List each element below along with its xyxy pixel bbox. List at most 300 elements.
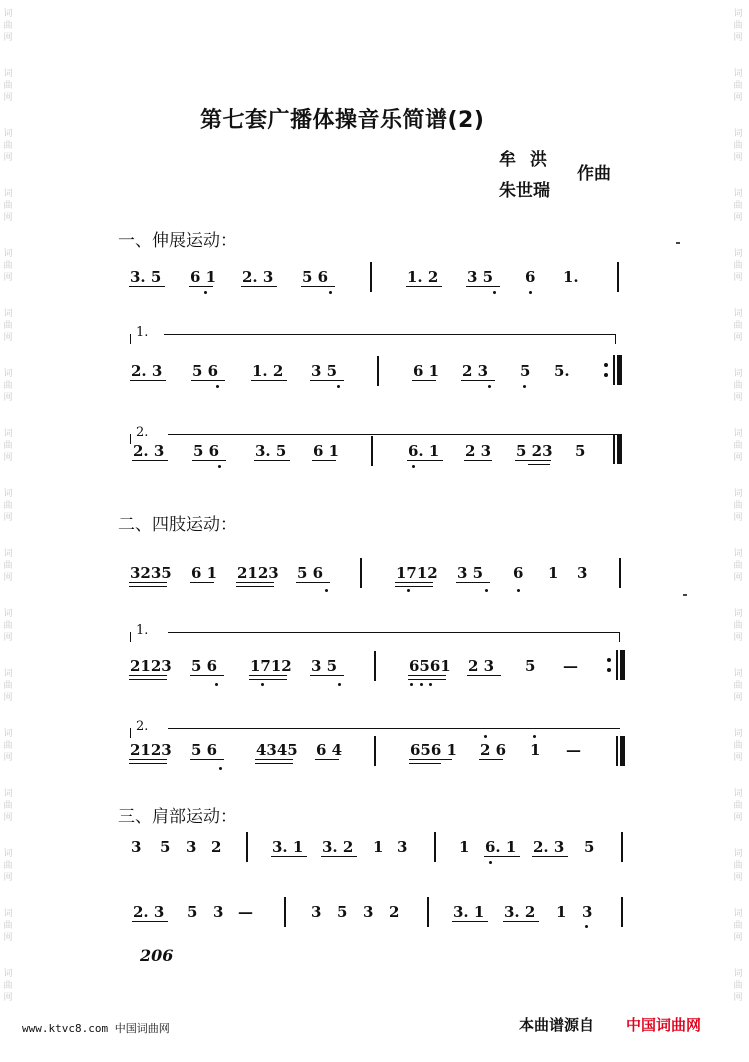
- watermark-char: 曲: [733, 501, 743, 511]
- volta-bracket: [168, 632, 620, 633]
- underline: [129, 675, 167, 676]
- note: —: [238, 903, 253, 921]
- note-group: 6: [513, 564, 524, 582]
- watermark-char: 词: [3, 969, 13, 979]
- underline: [132, 921, 168, 922]
- watermark-char: 曲: [733, 21, 743, 31]
- watermark-char: 网: [3, 393, 13, 403]
- low-dot: [485, 589, 488, 592]
- underline: [409, 763, 441, 764]
- note-group: 1712: [396, 564, 438, 582]
- watermark-char: 曲: [3, 441, 13, 451]
- low-dot: [420, 683, 423, 686]
- watermark-char: 网: [3, 993, 13, 1003]
- underline: [191, 380, 225, 381]
- watermark-char: 网: [733, 873, 743, 883]
- note-group: 2 3: [468, 657, 495, 675]
- watermark-char: 词: [3, 69, 13, 79]
- watermark-char: 词: [3, 669, 13, 679]
- note-group: 1.: [563, 268, 579, 286]
- note: 2: [389, 903, 400, 921]
- note-group: 5 23: [516, 442, 553, 460]
- section-label-shoulder: 三、肩部运动：: [118, 807, 237, 827]
- note-group: 6. 1: [485, 838, 517, 856]
- note-group: 3235: [130, 564, 172, 582]
- note-group: 6 4: [316, 741, 343, 759]
- repeat-dot: [604, 373, 608, 377]
- bar-line: [616, 736, 618, 766]
- watermark-char: 曲: [3, 621, 13, 631]
- watermark-char: 曲: [3, 21, 13, 31]
- volta-label-1: 1.: [136, 325, 149, 340]
- note-group: 3. 5: [130, 268, 162, 286]
- volta-bracket: [164, 334, 616, 335]
- bar-line: [284, 897, 286, 927]
- watermark-char: 网: [3, 153, 13, 163]
- note-group: 2. 3: [533, 838, 565, 856]
- repeat-dot: [607, 668, 611, 672]
- low-dot: [429, 683, 432, 686]
- note-group: 3. 1: [272, 838, 304, 856]
- bar-line: [427, 897, 429, 927]
- watermark-char: 词: [733, 369, 743, 379]
- bar-line: [246, 832, 248, 862]
- repeat-dot: [607, 658, 611, 662]
- watermark-char: 词: [3, 369, 13, 379]
- composer-name-2: 朱世瑞: [499, 181, 550, 201]
- note: 5: [187, 903, 198, 921]
- note-group: 5 6: [192, 362, 219, 380]
- watermark-char: 网: [733, 453, 743, 463]
- underline: [251, 380, 287, 381]
- note-group: 2. 3: [242, 268, 274, 286]
- watermark-char: 曲: [733, 321, 743, 331]
- note: 1: [459, 838, 470, 856]
- note-group: —: [566, 741, 581, 759]
- watermark-char: 词: [3, 249, 13, 259]
- watermark-char: 网: [733, 93, 743, 103]
- watermark-char: 曲: [733, 861, 743, 871]
- watermark-char: 网: [3, 813, 13, 823]
- note-group: 5 6: [193, 442, 220, 460]
- scan-speck: [676, 242, 680, 244]
- watermark-char: 网: [733, 153, 743, 163]
- note-group: 2. 3: [131, 362, 163, 380]
- watermark-char: 曲: [3, 381, 13, 391]
- note: 3: [131, 838, 142, 856]
- underline: [503, 921, 539, 922]
- volta-label-1: 1.: [136, 623, 149, 638]
- watermark-char: 词: [733, 309, 743, 319]
- note-group: 6 1: [413, 362, 440, 380]
- underline: [406, 286, 442, 287]
- bar-line: [621, 832, 623, 862]
- watermark-char: 网: [3, 33, 13, 43]
- watermark-char: 词: [3, 129, 13, 139]
- repeat-end-bar: [617, 355, 622, 385]
- watermark-char: 词: [3, 489, 13, 499]
- scan-speck: [683, 594, 687, 596]
- note-group: 3 5: [467, 268, 494, 286]
- bar-line: [619, 558, 621, 588]
- low-dot: [585, 925, 588, 928]
- note-group: 5: [525, 657, 536, 675]
- watermark-char: 曲: [3, 981, 13, 991]
- watermark-char: 词: [733, 189, 743, 199]
- watermark-char: 网: [3, 573, 13, 583]
- bar-line: [377, 356, 379, 386]
- watermark-char: 词: [3, 429, 13, 439]
- note: 5: [584, 838, 595, 856]
- low-dot: [529, 291, 532, 294]
- note-group: 1. 2: [407, 268, 439, 286]
- watermark-char: 曲: [733, 141, 743, 151]
- watermark-char: 词: [733, 969, 743, 979]
- note-group: 5 6: [191, 657, 218, 675]
- note-group: 3 5: [457, 564, 484, 582]
- watermark-char: 曲: [733, 381, 743, 391]
- repeat-end-bar: [620, 650, 625, 680]
- underline: [301, 286, 335, 287]
- low-dot: [410, 683, 413, 686]
- underline: [452, 921, 488, 922]
- low-dot: [219, 767, 222, 770]
- underline: [132, 460, 168, 461]
- note: 3: [582, 903, 593, 921]
- underline: [190, 582, 214, 583]
- watermark-char: 网: [733, 573, 743, 583]
- note-group: 4345: [256, 741, 298, 759]
- note-group: 1712: [250, 657, 292, 675]
- watermark-char: 词: [733, 429, 743, 439]
- watermark-char: 词: [733, 249, 743, 259]
- watermark-char: 词: [733, 669, 743, 679]
- note: 1: [556, 903, 567, 921]
- watermark-char: 网: [3, 693, 13, 703]
- watermark-char: 词: [3, 549, 13, 559]
- volta-label-2: 2.: [136, 425, 149, 440]
- note: 5: [337, 903, 348, 921]
- bar-line: [371, 436, 373, 466]
- watermark-char: 网: [733, 813, 743, 823]
- watermark-char: 词: [733, 549, 743, 559]
- note: 3: [186, 838, 197, 856]
- underline: [321, 856, 357, 857]
- watermark-char: 曲: [733, 621, 743, 631]
- underline: [315, 759, 339, 760]
- volta-bracket: [130, 434, 131, 444]
- volta-bracket: [168, 434, 618, 435]
- note-group: 5: [575, 442, 586, 460]
- note-group: 1: [548, 564, 559, 582]
- underline: [249, 675, 287, 676]
- underline: [129, 586, 167, 587]
- watermark-char: 曲: [3, 681, 13, 691]
- note-group: 2123: [237, 564, 279, 582]
- watermark-char: 网: [3, 933, 13, 943]
- note-group: 5 6: [302, 268, 329, 286]
- underline: [464, 460, 492, 461]
- bar-line: [617, 262, 619, 292]
- volta-bracket: [619, 632, 620, 642]
- note-group: 6 1: [313, 442, 340, 460]
- underline: [296, 582, 330, 583]
- watermark-char: 网: [3, 453, 13, 463]
- watermark-char: 曲: [733, 201, 743, 211]
- note-group: —: [563, 657, 578, 675]
- volta-bracket: [168, 728, 620, 729]
- bar-line: [374, 651, 376, 681]
- bar-line: [616, 650, 618, 680]
- watermark-char: 词: [3, 609, 13, 619]
- watermark-char: 曲: [3, 801, 13, 811]
- underline: [479, 759, 503, 760]
- high-dot: [533, 735, 536, 738]
- right-watermark-strip: [730, 0, 746, 1062]
- underline: [395, 586, 433, 587]
- underline: [255, 763, 293, 764]
- watermark-char: 曲: [3, 861, 13, 871]
- watermark-char: 网: [3, 753, 13, 763]
- watermark-char: 曲: [3, 141, 13, 151]
- underline: [130, 380, 166, 381]
- watermark-char: 词: [733, 909, 743, 919]
- watermark-char: 网: [3, 333, 13, 343]
- note-group: 5: [520, 362, 531, 380]
- watermark-char: 曲: [733, 921, 743, 931]
- watermark-char: 词: [733, 849, 743, 859]
- note: 3: [213, 903, 224, 921]
- watermark-char: 词: [3, 309, 13, 319]
- underline: [310, 675, 344, 676]
- low-dot: [517, 589, 520, 592]
- note-group: 6561: [409, 657, 451, 675]
- low-dot: [489, 861, 492, 864]
- low-dot: [325, 589, 328, 592]
- note: 2: [211, 838, 222, 856]
- note: 3: [397, 838, 408, 856]
- volta-bracket: [130, 334, 131, 344]
- underline: [255, 759, 293, 760]
- note-group: 3 5: [311, 657, 338, 675]
- bar-line: [370, 262, 372, 292]
- bar-line: [434, 832, 436, 862]
- watermark-char: 网: [733, 393, 743, 403]
- end-bar: [620, 736, 625, 766]
- watermark-char: 词: [3, 909, 13, 919]
- underline: [395, 582, 433, 583]
- watermark-char: 网: [733, 633, 743, 643]
- note-group: 5 6: [191, 741, 218, 759]
- note-group: 656 1: [410, 741, 457, 759]
- underline: [532, 856, 568, 857]
- note-group: 1. 2: [252, 362, 284, 380]
- page-number: 206: [140, 946, 174, 965]
- watermark-char: 曲: [733, 681, 743, 691]
- watermark-char: 词: [3, 9, 13, 19]
- watermark-char: 网: [733, 513, 743, 523]
- underline: [254, 460, 290, 461]
- watermark-char: 词: [733, 129, 743, 139]
- watermark-char: 网: [733, 213, 743, 223]
- note-group: 2 3: [465, 442, 492, 460]
- underline: [408, 675, 446, 676]
- underline: [241, 286, 277, 287]
- low-dot: [204, 291, 207, 294]
- watermark-char: 曲: [3, 561, 13, 571]
- underline: [408, 679, 446, 680]
- watermark-char: 词: [733, 69, 743, 79]
- watermark-char: 曲: [733, 741, 743, 751]
- underline: [412, 380, 436, 381]
- underline: [236, 586, 274, 587]
- low-dot: [329, 291, 332, 294]
- underline: [129, 582, 167, 583]
- underline: [456, 582, 490, 583]
- watermark-char: 网: [733, 33, 743, 43]
- underline: [461, 380, 495, 381]
- watermark-char: 网: [3, 273, 13, 283]
- volta-bracket: [130, 632, 131, 642]
- volta-bracket: [130, 728, 131, 738]
- underline: [236, 582, 274, 583]
- composer-name-1: 牟洪: [499, 150, 561, 170]
- watermark-char: 网: [733, 693, 743, 703]
- watermark-char: 网: [733, 753, 743, 763]
- watermark-char: 曲: [3, 321, 13, 331]
- note-group: 2 3: [462, 362, 489, 380]
- low-dot: [523, 385, 526, 388]
- low-dot: [215, 683, 218, 686]
- underline: [271, 856, 307, 857]
- score-title: 第七套广播体操音乐简谱(2): [200, 108, 485, 133]
- underline: [129, 286, 165, 287]
- low-dot: [218, 465, 221, 468]
- section-label-stretch: 一、伸展运动：: [118, 231, 237, 251]
- watermark-char: 曲: [3, 741, 13, 751]
- underline: [129, 679, 167, 680]
- volta-label-2: 2.: [136, 719, 149, 734]
- note-group: 3. 2: [322, 838, 354, 856]
- note-group: 3. 5: [255, 442, 287, 460]
- section-label-limbs: 二、四肢运动：: [118, 515, 237, 535]
- left-watermark-strip: [0, 0, 16, 1062]
- watermark-char: 曲: [733, 261, 743, 271]
- note-group: 2 6: [480, 741, 507, 759]
- underline: [190, 675, 224, 676]
- watermark-char: 曲: [3, 201, 13, 211]
- underline: [528, 464, 550, 465]
- underline: [407, 460, 443, 461]
- note-group: 1: [530, 741, 541, 759]
- watermark-char: 网: [733, 333, 743, 343]
- watermark-char: 曲: [3, 501, 13, 511]
- underline: [467, 675, 501, 676]
- volta-bracket: [615, 334, 616, 344]
- note-group: 6. 1: [408, 442, 440, 460]
- watermark-char: 曲: [3, 81, 13, 91]
- watermark-char: 词: [3, 729, 13, 739]
- high-dot: [484, 735, 487, 738]
- watermark-char: 网: [3, 633, 13, 643]
- underline: [515, 460, 551, 461]
- note: 5: [160, 838, 171, 856]
- underline: [189, 286, 213, 287]
- note-group: 2. 3: [133, 442, 165, 460]
- note-group: 3 5: [311, 362, 338, 380]
- note-group: 6: [525, 268, 536, 286]
- composer-role: 作曲: [577, 164, 611, 184]
- footer-source-label: 本曲谱源自: [519, 1016, 595, 1034]
- watermark-char: 词: [733, 789, 743, 799]
- watermark-char: 曲: [733, 981, 743, 991]
- low-dot: [337, 385, 340, 388]
- watermark-char: 词: [3, 189, 13, 199]
- bar-line: [374, 736, 376, 766]
- low-dot: [407, 589, 410, 592]
- underline: [484, 856, 520, 857]
- underline: [129, 759, 167, 760]
- watermark-char: 词: [733, 729, 743, 739]
- watermark-char: 网: [3, 513, 13, 523]
- watermark-char: 曲: [733, 801, 743, 811]
- watermark-char: 曲: [3, 261, 13, 271]
- bar-line: [360, 558, 362, 588]
- note-group: 5 6: [297, 564, 324, 582]
- repeat-dot: [604, 363, 608, 367]
- bar-line: [621, 897, 623, 927]
- underline: [409, 759, 452, 760]
- footer-url-text: www.ktvc8.com 中国词曲网: [22, 1022, 170, 1035]
- watermark-char: 曲: [733, 561, 743, 571]
- low-dot: [338, 683, 341, 686]
- watermark-char: 词: [3, 849, 13, 859]
- note-group: 2123: [130, 657, 172, 675]
- watermark-char: 网: [733, 993, 743, 1003]
- note-group: 3. 2: [504, 903, 536, 921]
- watermark-char: 曲: [3, 921, 13, 931]
- watermark-char: 网: [733, 933, 743, 943]
- note: 3: [363, 903, 374, 921]
- watermark-char: 网: [3, 873, 13, 883]
- watermark-char: 词: [733, 609, 743, 619]
- note-group: 2. 3: [133, 903, 165, 921]
- bar-line: [613, 355, 615, 385]
- watermark-char: 网: [3, 93, 13, 103]
- bar-line: [613, 434, 615, 464]
- low-dot: [216, 385, 219, 388]
- watermark-char: 网: [733, 273, 743, 283]
- note: 1: [373, 838, 384, 856]
- underline: [249, 679, 287, 680]
- underline: [310, 380, 344, 381]
- end-bar: [617, 434, 622, 464]
- low-dot: [488, 385, 491, 388]
- watermark-char: 词: [733, 9, 743, 19]
- note-group: 3. 1: [453, 903, 485, 921]
- note-group: 2123: [130, 741, 172, 759]
- watermark-char: 词: [733, 489, 743, 499]
- low-dot: [493, 291, 496, 294]
- low-dot: [261, 683, 264, 686]
- note: 3: [311, 903, 322, 921]
- watermark-char: 网: [3, 213, 13, 223]
- watermark-char: 词: [3, 789, 13, 799]
- watermark-char: 曲: [733, 81, 743, 91]
- underline: [190, 759, 224, 760]
- note-group: 6 1: [190, 268, 217, 286]
- note-group: 6 1: [191, 564, 218, 582]
